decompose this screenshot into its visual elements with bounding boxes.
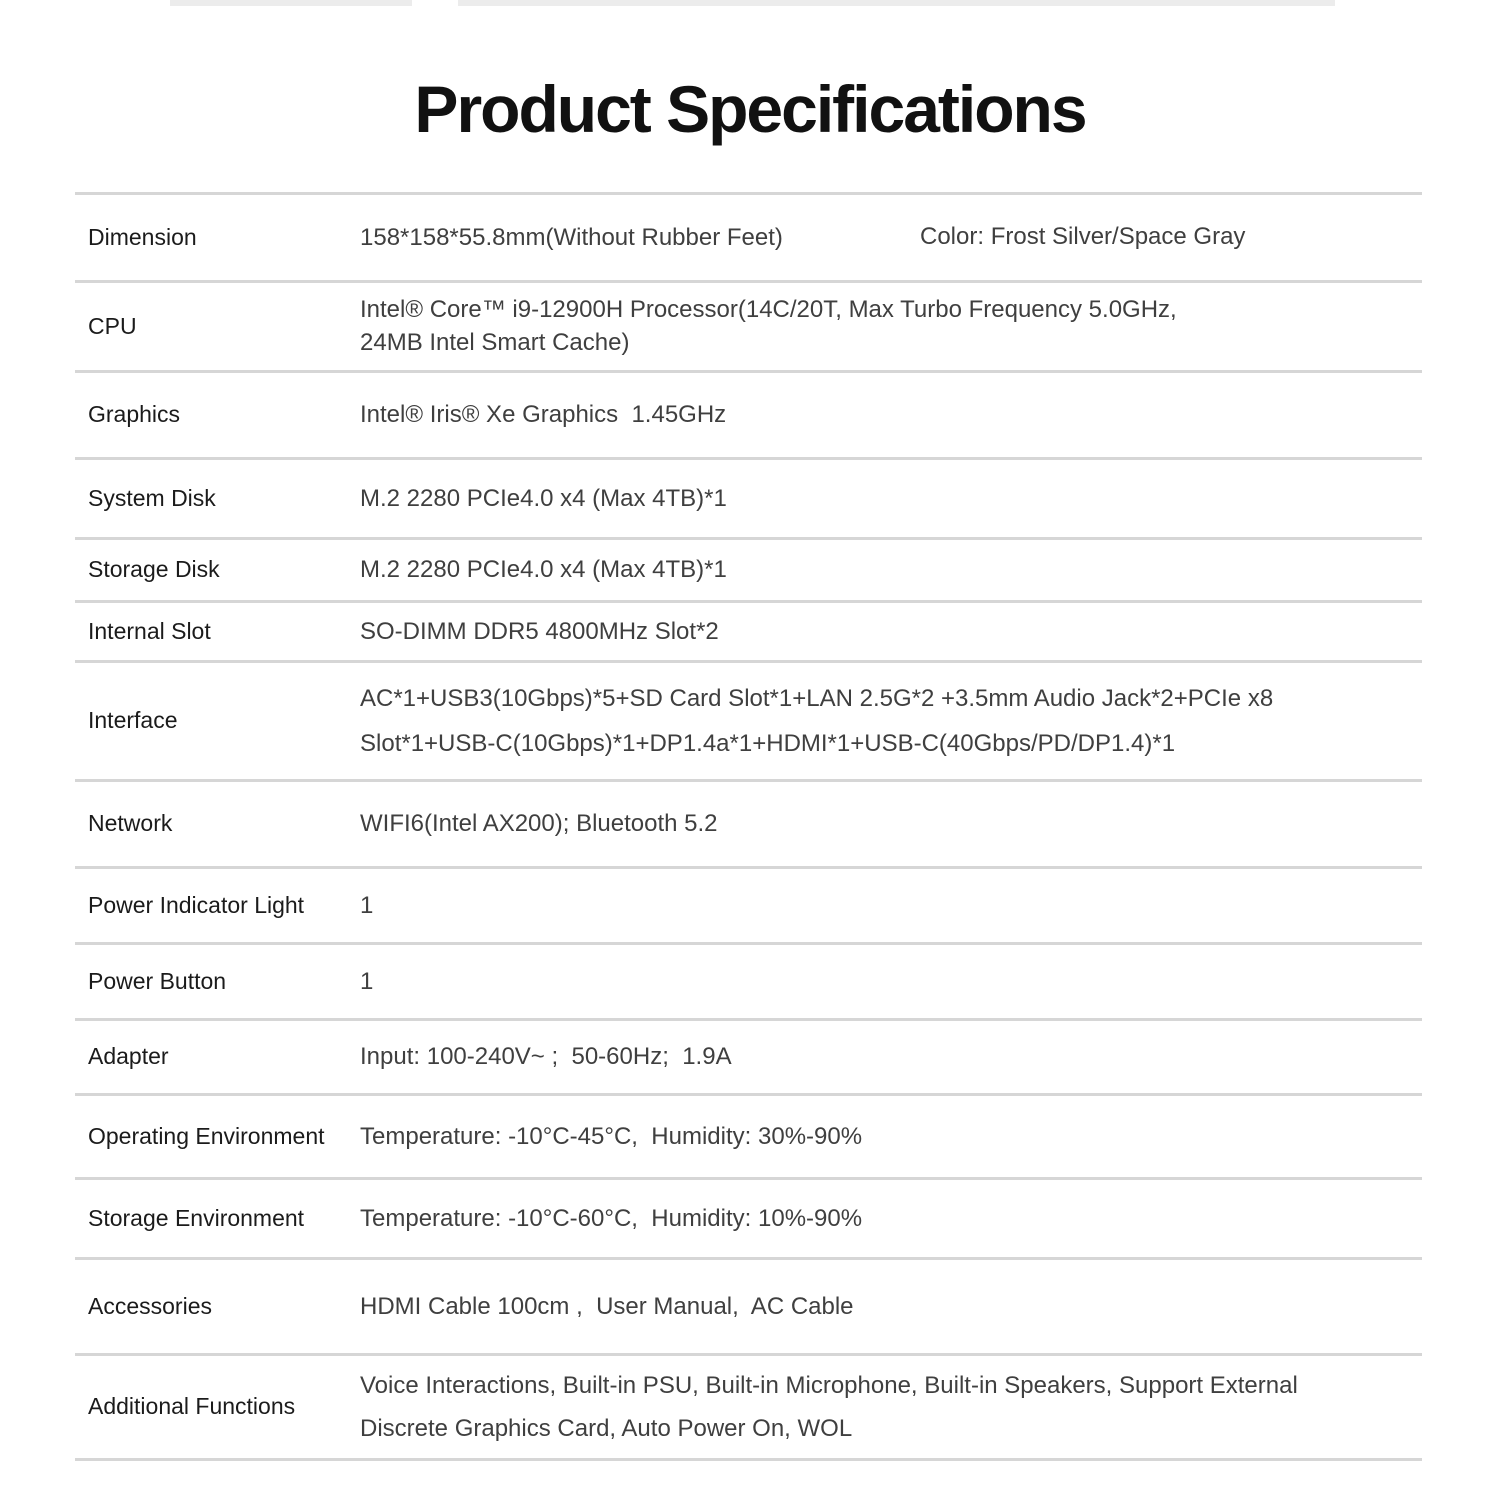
spec-row-value [360, 553, 1422, 586]
spec-row [75, 457, 1422, 537]
spec-value-line: SO-DIMM DDR5 4800MHz Slot*2 [360, 617, 719, 645]
page-title: Product Specifications [414, 72, 1086, 146]
spec-row [75, 660, 1422, 779]
spec-row-value [360, 615, 1422, 648]
spec-value-line: Slot*1+USB-C(10Gbps)*1+DP1.4a*1+HDMI*1+USB-C(40Gbps/PD/DP1.4)*1 [360, 729, 1176, 757]
spec-row-label: Interface [88, 707, 178, 734]
spec-row [75, 192, 1422, 280]
spec-row-label: Network [88, 810, 173, 837]
spec-row [75, 1353, 1422, 1461]
spec-row-value [360, 1364, 1422, 1450]
spec-row [75, 537, 1422, 600]
spec-row-value [360, 807, 1422, 840]
spec-row-label: System Disk [88, 484, 216, 511]
spec-value-line: Temperature: -10°C-45°C, Humidity: 30%-90% [360, 1122, 863, 1150]
spec-row-label: Graphics [88, 401, 181, 428]
spec-value-line: Discrete Graphics Card, Auto Power On, WOL [360, 1414, 853, 1442]
spec-value-line: Input: 100-240V~ ; 50-60Hz; 1.9A [360, 1043, 732, 1071]
spec-value-line: M.2 2280 PCIe4.0 x4 (Max 4TB)*1 [360, 484, 727, 512]
spec-table [75, 192, 1422, 1461]
spec-value-line: 1 [360, 967, 374, 995]
spec-row [75, 1018, 1422, 1093]
spec-row-value [360, 398, 1422, 431]
spec-value-line: WIFI6(Intel AX200); Bluetooth 5.2 [360, 810, 718, 838]
spec-row-value [360, 221, 1422, 254]
spec-value-line: 1 [360, 891, 374, 919]
spec-row [75, 866, 1422, 942]
spec-value-line: Intel® Iris® Xe Graphics 1.45GHz [360, 401, 727, 429]
spec-row-label: Storage Environment [88, 1204, 305, 1231]
spec-value-line: 158*158*55.8mm(Without Rubber Feet) [360, 223, 783, 251]
spec-row-label: Accessories [88, 1292, 212, 1319]
spec-row [75, 1177, 1422, 1257]
spec-color-note: Color: Frost Silver/Space Gray [920, 223, 1246, 251]
spec-row-label: Operating Environment [88, 1122, 325, 1149]
spec-row-value [360, 965, 1422, 998]
spec-row-label: Dimension [88, 223, 197, 250]
spec-row-label: Power Button [88, 967, 227, 994]
spec-row-value [360, 1040, 1422, 1073]
spec-row-value [360, 889, 1422, 922]
spec-value-line: HDMI Cable 100cm , User Manual, AC Cable [360, 1292, 854, 1320]
spec-value-line: M.2 2280 PCIe4.0 x4 (Max 4TB)*1 [360, 556, 727, 584]
spec-value-line: 24MB Intel Smart Cache) [360, 329, 630, 357]
spec-value-line: Temperature: -10°C-60°C, Humidity: 10%-90% [360, 1204, 863, 1232]
spec-row-label: Storage Disk [88, 556, 220, 583]
spec-value-line: AC*1+USB3(10Gbps)*5+SD Card Slot*1+LAN 2.5G*2 +3.5mm Audio Jack*2+PCIe x8 [360, 684, 1274, 712]
spec-row-label: Additional Functions [88, 1393, 296, 1420]
spec-row-value [360, 293, 1422, 359]
spec-row [75, 600, 1422, 660]
spec-row-value [360, 482, 1422, 515]
spec-row-value [360, 676, 1422, 766]
spec-row [75, 1257, 1422, 1353]
carousel-prev-image-sliver [170, 0, 412, 6]
spec-row [75, 1093, 1422, 1177]
carousel-prev-image-sliver [458, 0, 1335, 6]
spec-row-value [360, 1202, 1422, 1235]
spec-row-label: Internal Slot [88, 617, 211, 644]
spec-row-label: Power Indicator Light [88, 891, 305, 918]
spec-row [75, 942, 1422, 1018]
spec-row-value [360, 1290, 1422, 1323]
spec-row [75, 370, 1422, 457]
spec-row [75, 779, 1422, 866]
spec-row [75, 280, 1422, 370]
spec-value-line: Voice Interactions, Built-in PSU, Built-in Microphone, Built-in Speakers, Support External [360, 1371, 1298, 1399]
spec-row-label: CPU [88, 312, 137, 339]
spec-value-line: Intel® Core™ i9-12900H Processor(14C/20T, Max Turbo Frequency 5.0GHz, [360, 296, 1177, 324]
spec-row-value [360, 1120, 1422, 1153]
spec-row-label: Adapter [88, 1043, 169, 1070]
